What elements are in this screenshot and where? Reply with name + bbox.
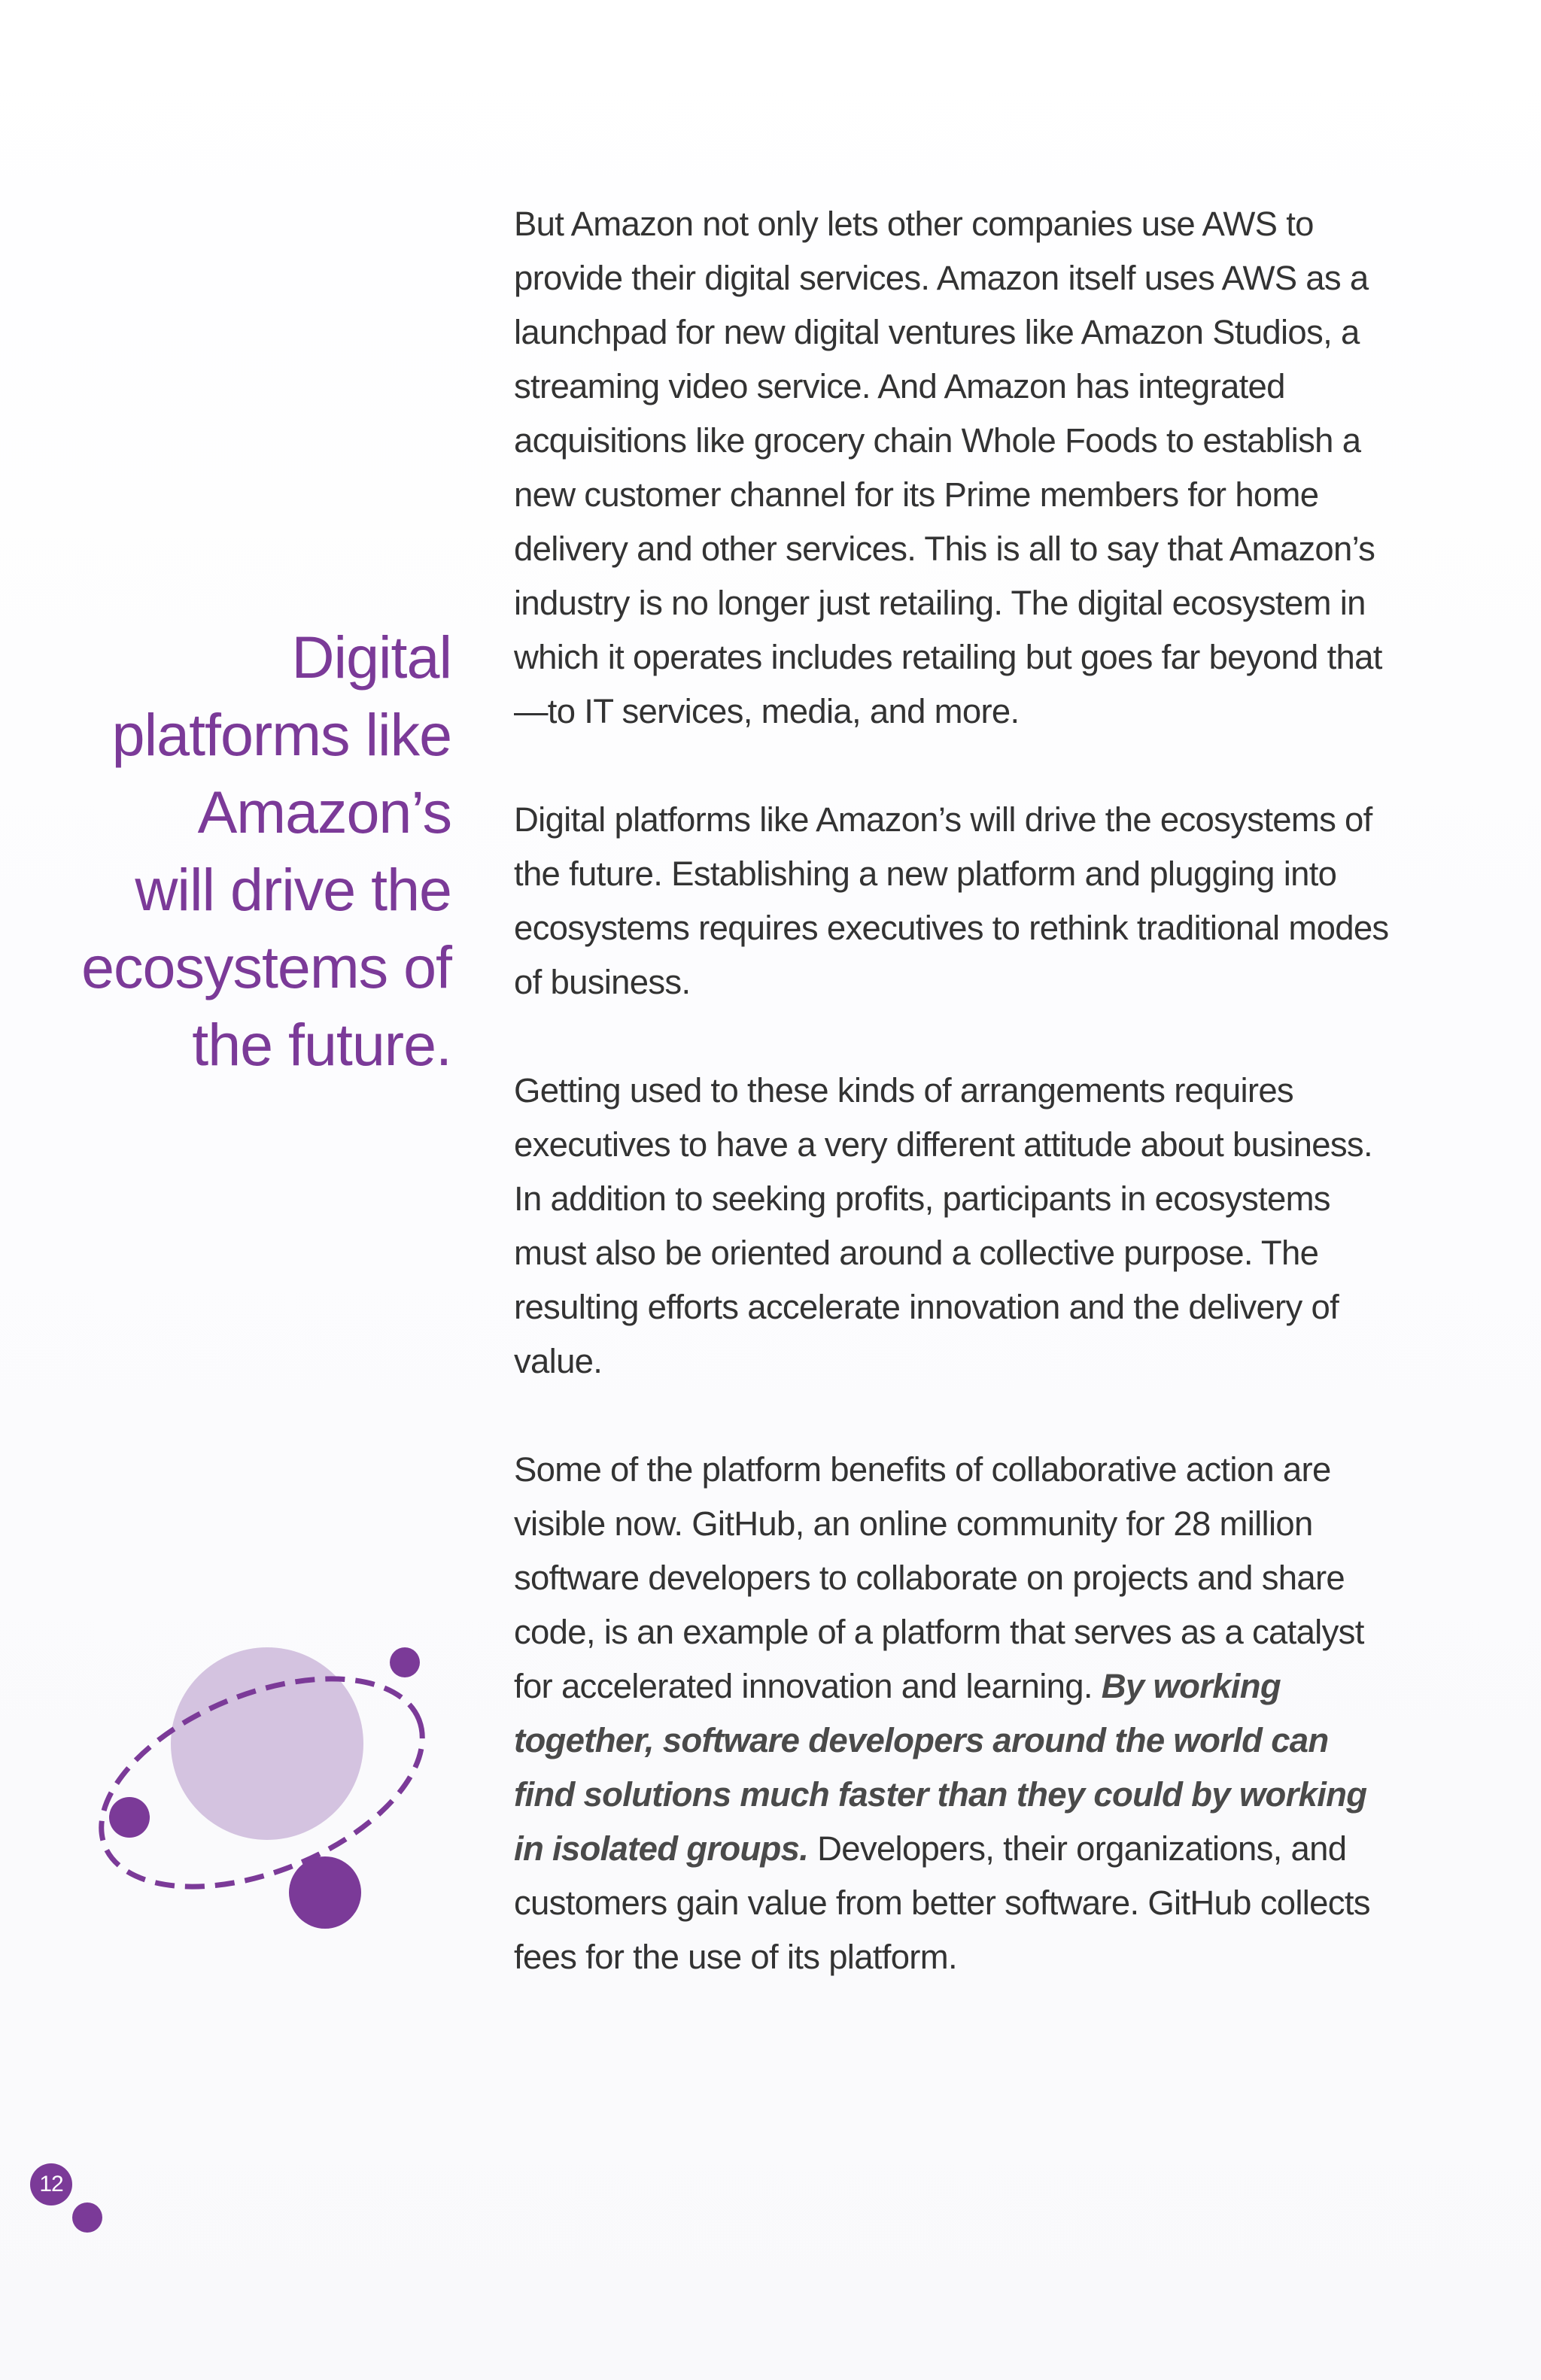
pull-quote-line: the future.	[192, 1011, 451, 1078]
body-paragraph-2: Digital platforms like Amazon’s will drive the ecosystems of the future. Establishing a new platform and plugging into ecosystems requires executives to rethink traditional modes of business.	[514, 800, 1389, 1001]
body-paragraph-1: But Amazon not only lets other companies use AWS to provide their digital services. Amazon itself uses AWS as a launchpad for new digital ventures like Amazon Studios, a streaming video service. And Amazon has integrated acquisitions like grocery chain Whole Foods to establish a new customer channel for its Prime members for home delivery and other services. This is all to say that Amazon’s industry is no longer just retailing. The digital ecosystem in which it operates includes retailing but goes far beyond that—to IT services, media, and more.	[514, 205, 1382, 730]
body-paragraph-3: Getting used to these kinds of arrangements requires executives to have a very different attitude about business. In addition to seeking profits, participants in ecosystems must also be oriented around a collective purpose. The resulting efforts accelerate innovation and the delivery of value.	[514, 1071, 1372, 1380]
body-paragraph-4-lead: Some of the platform benefits of collaborative action are visible now. GitHub, an online community for 28 million software developers to collaborate on projects and share code, is an example of a platform that serves as a catalyst for accelerated innovation and learning.	[514, 1450, 1364, 1705]
pull-quote-line: Amazon’s	[197, 779, 451, 845]
pull-quote-line: Digital	[291, 624, 451, 691]
orbit-illustration-icon	[98, 1640, 474, 1956]
pull-quote-line: platforms like	[111, 701, 451, 768]
orbit-dot-small	[390, 1647, 420, 1677]
pull-quote-line: will drive the	[135, 856, 451, 923]
pull-quote	[75, 618, 451, 1083]
orbit-dot-medium	[109, 1797, 150, 1838]
body-paragraph-4-tail: Developers, their organizations, and customers gain value from better software. GitHub collects fees for the use of its platform.	[514, 1829, 1370, 1976]
body-paragraph-4-emphasis: By working together, software developers around the world can find solutions much faster than they could by working in isolated groups.	[514, 1667, 1367, 1868]
planet-circle	[171, 1647, 363, 1840]
body-text-column	[514, 197, 1398, 1984]
body-paragraph-4	[514, 1443, 1398, 1984]
page-marker-dot	[72, 2202, 102, 2233]
orbit-dot-large	[289, 1856, 361, 1929]
page-number: 12	[39, 2172, 63, 2196]
pull-quote-line: ecosystems of	[81, 933, 451, 1000]
